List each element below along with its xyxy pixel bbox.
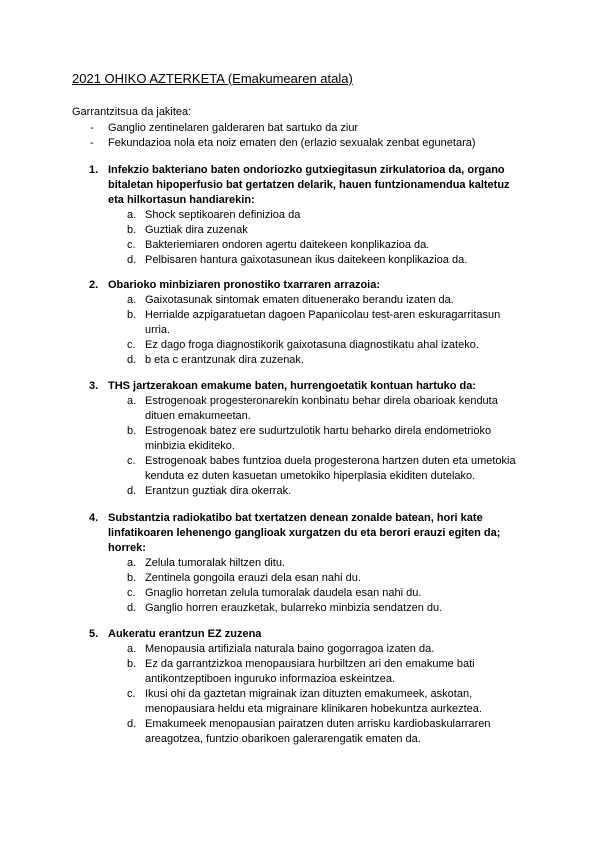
option-text: Bakteriemiaren ondoren agertu daitekeen konplikazioa da. xyxy=(145,239,430,251)
question-2 xyxy=(89,278,519,368)
option-text: Gaixotasunak sintomak ematen dituenerako berandu izaten da. xyxy=(145,294,454,306)
option-letter: b. xyxy=(127,658,137,670)
option-a xyxy=(89,208,519,223)
option-letter: a. xyxy=(127,395,137,407)
option-letter: c. xyxy=(127,339,136,351)
option-b xyxy=(89,223,519,238)
option-text: Pelbisaren hantura gaixotasunean ikus daitekeen konplikazioa da. xyxy=(145,254,468,266)
dash-bullet-icon: - xyxy=(90,137,94,149)
option-letter: a. xyxy=(127,209,137,221)
option-letter: d. xyxy=(127,354,137,366)
option-a xyxy=(89,556,519,571)
option-text: Menopausia artifiziala naturala baino gogorragoa izaten da. xyxy=(145,643,435,655)
option-letter: b. xyxy=(127,425,137,437)
option-letter: b. xyxy=(127,224,137,236)
option-letter: a. xyxy=(127,294,137,306)
option-text: Emakumeek menopausian pairatzen duten arrisku kardiobaskularraren areagotzea, funtzio obarikoen galerarengatik ematen da. xyxy=(145,718,491,745)
option-a xyxy=(89,642,519,657)
option-text: Zentinela gongoila erauzi dela esan nahi du. xyxy=(145,572,361,584)
option-list xyxy=(89,293,519,368)
option-letter: c. xyxy=(127,239,136,251)
question-text: THS jartzerakoan emakume baten, hurrengoetatik kontuan hartuko da: xyxy=(108,380,476,392)
option-c xyxy=(89,687,519,717)
page-title: 2021 OHIKO AZTERKETA (Emakumearen atala) xyxy=(72,71,353,86)
option-letter: a. xyxy=(127,557,137,569)
option-text: Estrogenoak progesteronarekin konbinatu behar direla obarioak kenduta dituen emakumeetan. xyxy=(145,395,498,422)
question-3 xyxy=(89,379,519,499)
question-text: Substantzia radiokatibo bat txertatzen denean zonalde batean, hori kate linfatikoaren lehenengo ganglioak xurgatzen du eta berori erauzi egiten da; horrek: xyxy=(108,512,501,554)
option-text: Gnaglio horretan zelula tumoralak daudela esan nahi du. xyxy=(145,587,422,599)
option-text: Erantzun guztiak dira okerrak. xyxy=(145,485,292,497)
dash-bullet-icon: - xyxy=(90,122,94,134)
option-text: Ez da garrantzizkoa menopausiara hurbiltzen ari den emakume bati antikontzeptiboen inguruko informazioa eskeintzea. xyxy=(145,658,475,685)
option-c xyxy=(89,238,519,253)
question-4 xyxy=(89,511,519,616)
option-text: Ikusi ohi da gaztetan migrainak izan dituzten emakumeek, askotan, menopausiara heldu eta migrainare klinikaren hobekuntza aurkeztea. xyxy=(145,688,482,715)
option-c xyxy=(89,454,519,484)
option-letter: c. xyxy=(127,455,136,467)
option-letter: c. xyxy=(127,587,136,599)
intro-heading: Garrantzitsua da jakitea: xyxy=(72,106,192,118)
option-a xyxy=(89,293,519,308)
intro-section xyxy=(72,105,476,151)
option-letter: c. xyxy=(127,688,136,700)
option-text: Shock septikoaren definizioa da xyxy=(145,209,301,221)
option-d xyxy=(89,717,519,747)
option-letter: d. xyxy=(127,254,137,266)
question-number: 1. xyxy=(89,164,99,176)
intro-bullet-text: Ganglio zentinelaren galderaren bat sartuko da ziur xyxy=(108,122,359,134)
question-text: Aukeratu erantzun EZ zuzena xyxy=(108,628,262,640)
option-b xyxy=(89,424,519,454)
option-text: Ez dago froga diagnostikorik gaixotasuna diagnostikatu ahal izateko. xyxy=(145,339,479,351)
question-number: 2. xyxy=(89,279,99,291)
option-list xyxy=(89,394,519,499)
option-c xyxy=(89,586,519,601)
option-letter: d. xyxy=(127,718,137,730)
option-text: Estrogenoak batez ere sudurtzulotik hartu beharko direla endometrioko minbizia ekiditeko. xyxy=(145,425,492,452)
intro-bullet-text: Fekundazioa nola eta noiz ematen den (erlazio sexualak zenbat egunetara) xyxy=(108,137,476,149)
option-text: Estrogenoak babes funtzioa duela progesterona hartzen duten eta umetokia kenduta ez duten kasuetan umetokiko hiperplasia ekiditen dutelako. xyxy=(145,455,516,482)
option-b xyxy=(89,657,519,687)
option-letter: b. xyxy=(127,572,137,584)
option-list xyxy=(89,642,519,747)
option-text: Guztiak dira zuzenak xyxy=(145,224,248,236)
option-d xyxy=(89,353,519,368)
intro-bullet-list xyxy=(72,121,476,151)
option-list xyxy=(89,556,519,616)
option-text: Ganglio horren erauzketak, bularreko minbizia sendatzen du. xyxy=(145,602,443,614)
intro-bullet xyxy=(72,121,476,136)
option-d xyxy=(89,601,519,616)
question-number: 4. xyxy=(89,512,99,524)
option-b xyxy=(89,571,519,586)
option-d xyxy=(89,484,519,499)
question-1 xyxy=(89,163,519,268)
question-5 xyxy=(89,627,519,747)
option-a xyxy=(89,394,519,424)
option-text: b eta c erantzunak dira zuzenak. xyxy=(145,354,304,366)
question-number: 5. xyxy=(89,628,99,640)
option-text: Zelula tumoralak hiltzen ditu. xyxy=(145,557,286,569)
option-letter: b. xyxy=(127,309,137,321)
option-c xyxy=(89,338,519,353)
option-list xyxy=(89,208,519,268)
option-text: Herrialde azpigaratuetan dagoen Papanicolau test-aren eskuragarritasun urria. xyxy=(145,309,501,336)
question-number: 3. xyxy=(89,380,99,392)
intro-bullet xyxy=(72,136,476,151)
option-d xyxy=(89,253,519,268)
option-letter: d. xyxy=(127,602,137,614)
question-text: Obarioko minbiziaren pronostiko txarraren arrazoia: xyxy=(108,279,381,291)
option-b xyxy=(89,308,519,338)
option-letter: d. xyxy=(127,485,137,497)
question-text: Infekzio bakteriano baten ondoriozko gutxiegitasun zirkulatorioa da, organo bitaletan hipoperfusio bat gertatzen delarik, hauen funtzionamendua kaltetuz eta hilkortasun handiarekin: xyxy=(108,164,510,206)
option-letter: a. xyxy=(127,643,137,655)
